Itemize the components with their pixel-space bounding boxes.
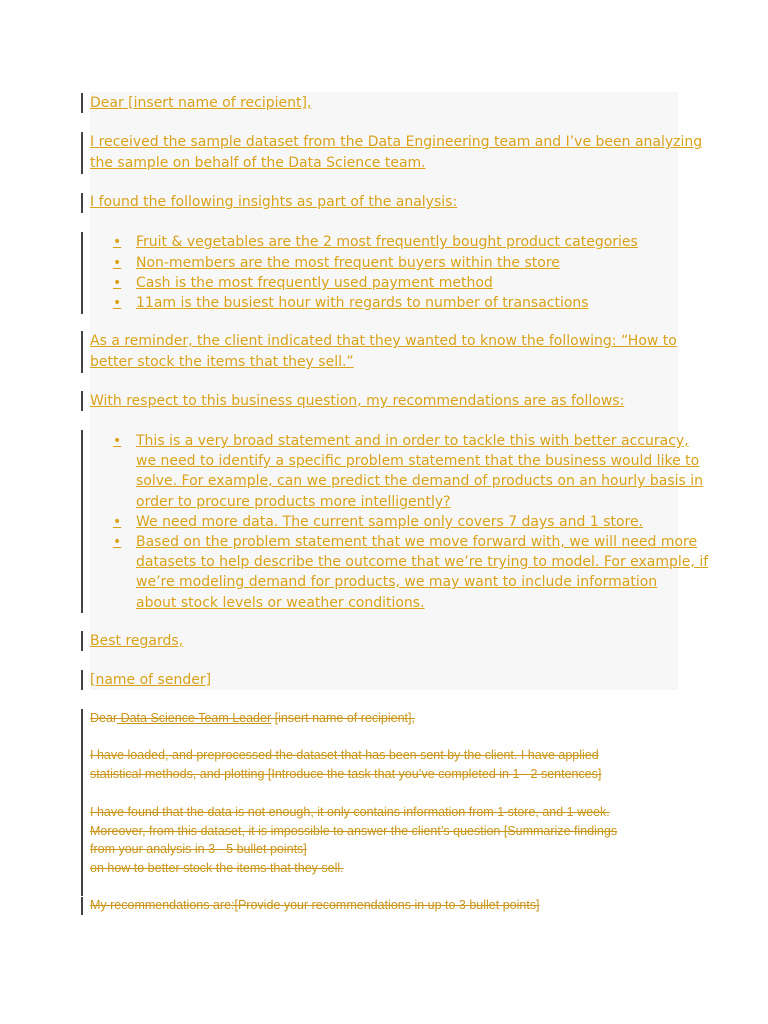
change-bar bbox=[81, 709, 83, 748]
deleted-paragraph-line: on how to better stock the items that they sell. bbox=[90, 861, 344, 875]
change-bar bbox=[81, 93, 83, 113]
insight-item: Fruit & vegetables are the 2 most frequently bought product categories bbox=[136, 234, 638, 250]
bullet-icon: • bbox=[113, 255, 122, 271]
change-bar bbox=[81, 193, 83, 213]
deleted-paragraph-line: I have loaded, and preprocessed the dataset that has been sent by the client. I have applied bbox=[90, 748, 599, 762]
bullet-icon: • bbox=[113, 514, 122, 530]
recommendation-line: Based on the problem statement that we move forward with, we will need more bbox=[136, 534, 698, 550]
bullet-icon: • bbox=[113, 433, 122, 449]
bullet-icon: • bbox=[113, 534, 122, 550]
change-bar bbox=[81, 670, 83, 690]
change-bar bbox=[81, 391, 83, 411]
insights-intro-line: I found the following insights as part of the analysis: bbox=[90, 194, 458, 210]
change-bar bbox=[81, 897, 83, 915]
deleted-paragraph-line: I have found that the data is not enough, it only contains information from 1 store, and 1 week. bbox=[90, 805, 610, 819]
bullet-icon: • bbox=[113, 295, 122, 311]
change-bar bbox=[81, 430, 83, 613]
intro-paragraph-line: the sample on behalf of the Data Science team. bbox=[90, 155, 426, 171]
recommendation-line: This is a very broad statement and in order to tackle this with better accuracy, bbox=[136, 433, 689, 449]
change-bar bbox=[81, 232, 83, 314]
recommendation-line: solve. For example, can we predict the demand of products on an hourly basis in bbox=[136, 473, 704, 489]
deleted-recommendations-line: My recommendations are:[Provide your recommendations in up to 3 bullet points] bbox=[90, 898, 540, 912]
insight-item: Cash is the most frequently used payment method bbox=[136, 275, 493, 291]
closing-line: Best regards, bbox=[90, 633, 184, 649]
deleted-paragraph-line: from your analysis in 3 - 5 bullet points] bbox=[90, 842, 307, 856]
change-bar bbox=[81, 747, 83, 804]
recommendations-intro-line: With respect to this business question, my recommendations are as follows: bbox=[90, 393, 625, 409]
deleted-paragraph-line: Moreover, from this dataset, it is impossible to answer the client’s question [Summarize findings bbox=[90, 824, 618, 838]
deleted-greeting-placeholder: [insert name of recipient], bbox=[271, 711, 415, 725]
signature-line: [name of sender] bbox=[90, 672, 212, 688]
deleted-greeting-word: Dear bbox=[90, 711, 118, 725]
change-bar bbox=[81, 132, 83, 174]
recommendation-line: about stock levels or weather conditions. bbox=[136, 595, 425, 611]
deleted-greeting-line bbox=[90, 709, 415, 728]
deleted-greeting-title: Data Science Team Leader bbox=[117, 711, 272, 725]
bullet-icon: • bbox=[113, 275, 122, 291]
change-bar bbox=[81, 331, 83, 373]
bullet-icon: • bbox=[113, 234, 122, 250]
recommendation-line: we’re modeling demand for products, we may want to include information bbox=[136, 574, 658, 590]
reminder-paragraph-line: better stock the items that they sell.” bbox=[90, 354, 354, 370]
recommendation-line: we need to identify a specific problem statement that the business would like to bbox=[136, 453, 700, 469]
greeting-line: Dear [insert name of recipient], bbox=[90, 95, 312, 111]
recommendation-line: order to procure products more intelligently? bbox=[136, 494, 451, 510]
insight-item: Non-members are the most frequent buyers within the store bbox=[136, 255, 560, 271]
change-bar bbox=[81, 803, 83, 896]
recommendation-line: datasets to help describe the outcome that we’re trying to model. For example, if bbox=[136, 554, 709, 570]
reminder-paragraph-line: As a reminder, the client indicated that they wanted to know the following: “How to bbox=[90, 333, 677, 349]
recommendation-line: We need more data. The current sample only covers 7 days and 1 store. bbox=[136, 514, 644, 530]
change-bar bbox=[81, 631, 83, 651]
intro-paragraph-line: I received the sample dataset from the Data Engineering team and I’ve been analyzing bbox=[90, 134, 703, 150]
deleted-paragraph-line: statistical methods, and plotting [Introduce the task that you’ve completed in 1 - 2 sentences] bbox=[90, 767, 602, 781]
insight-item: 11am is the busiest hour with regards to number of transactions bbox=[136, 295, 589, 311]
